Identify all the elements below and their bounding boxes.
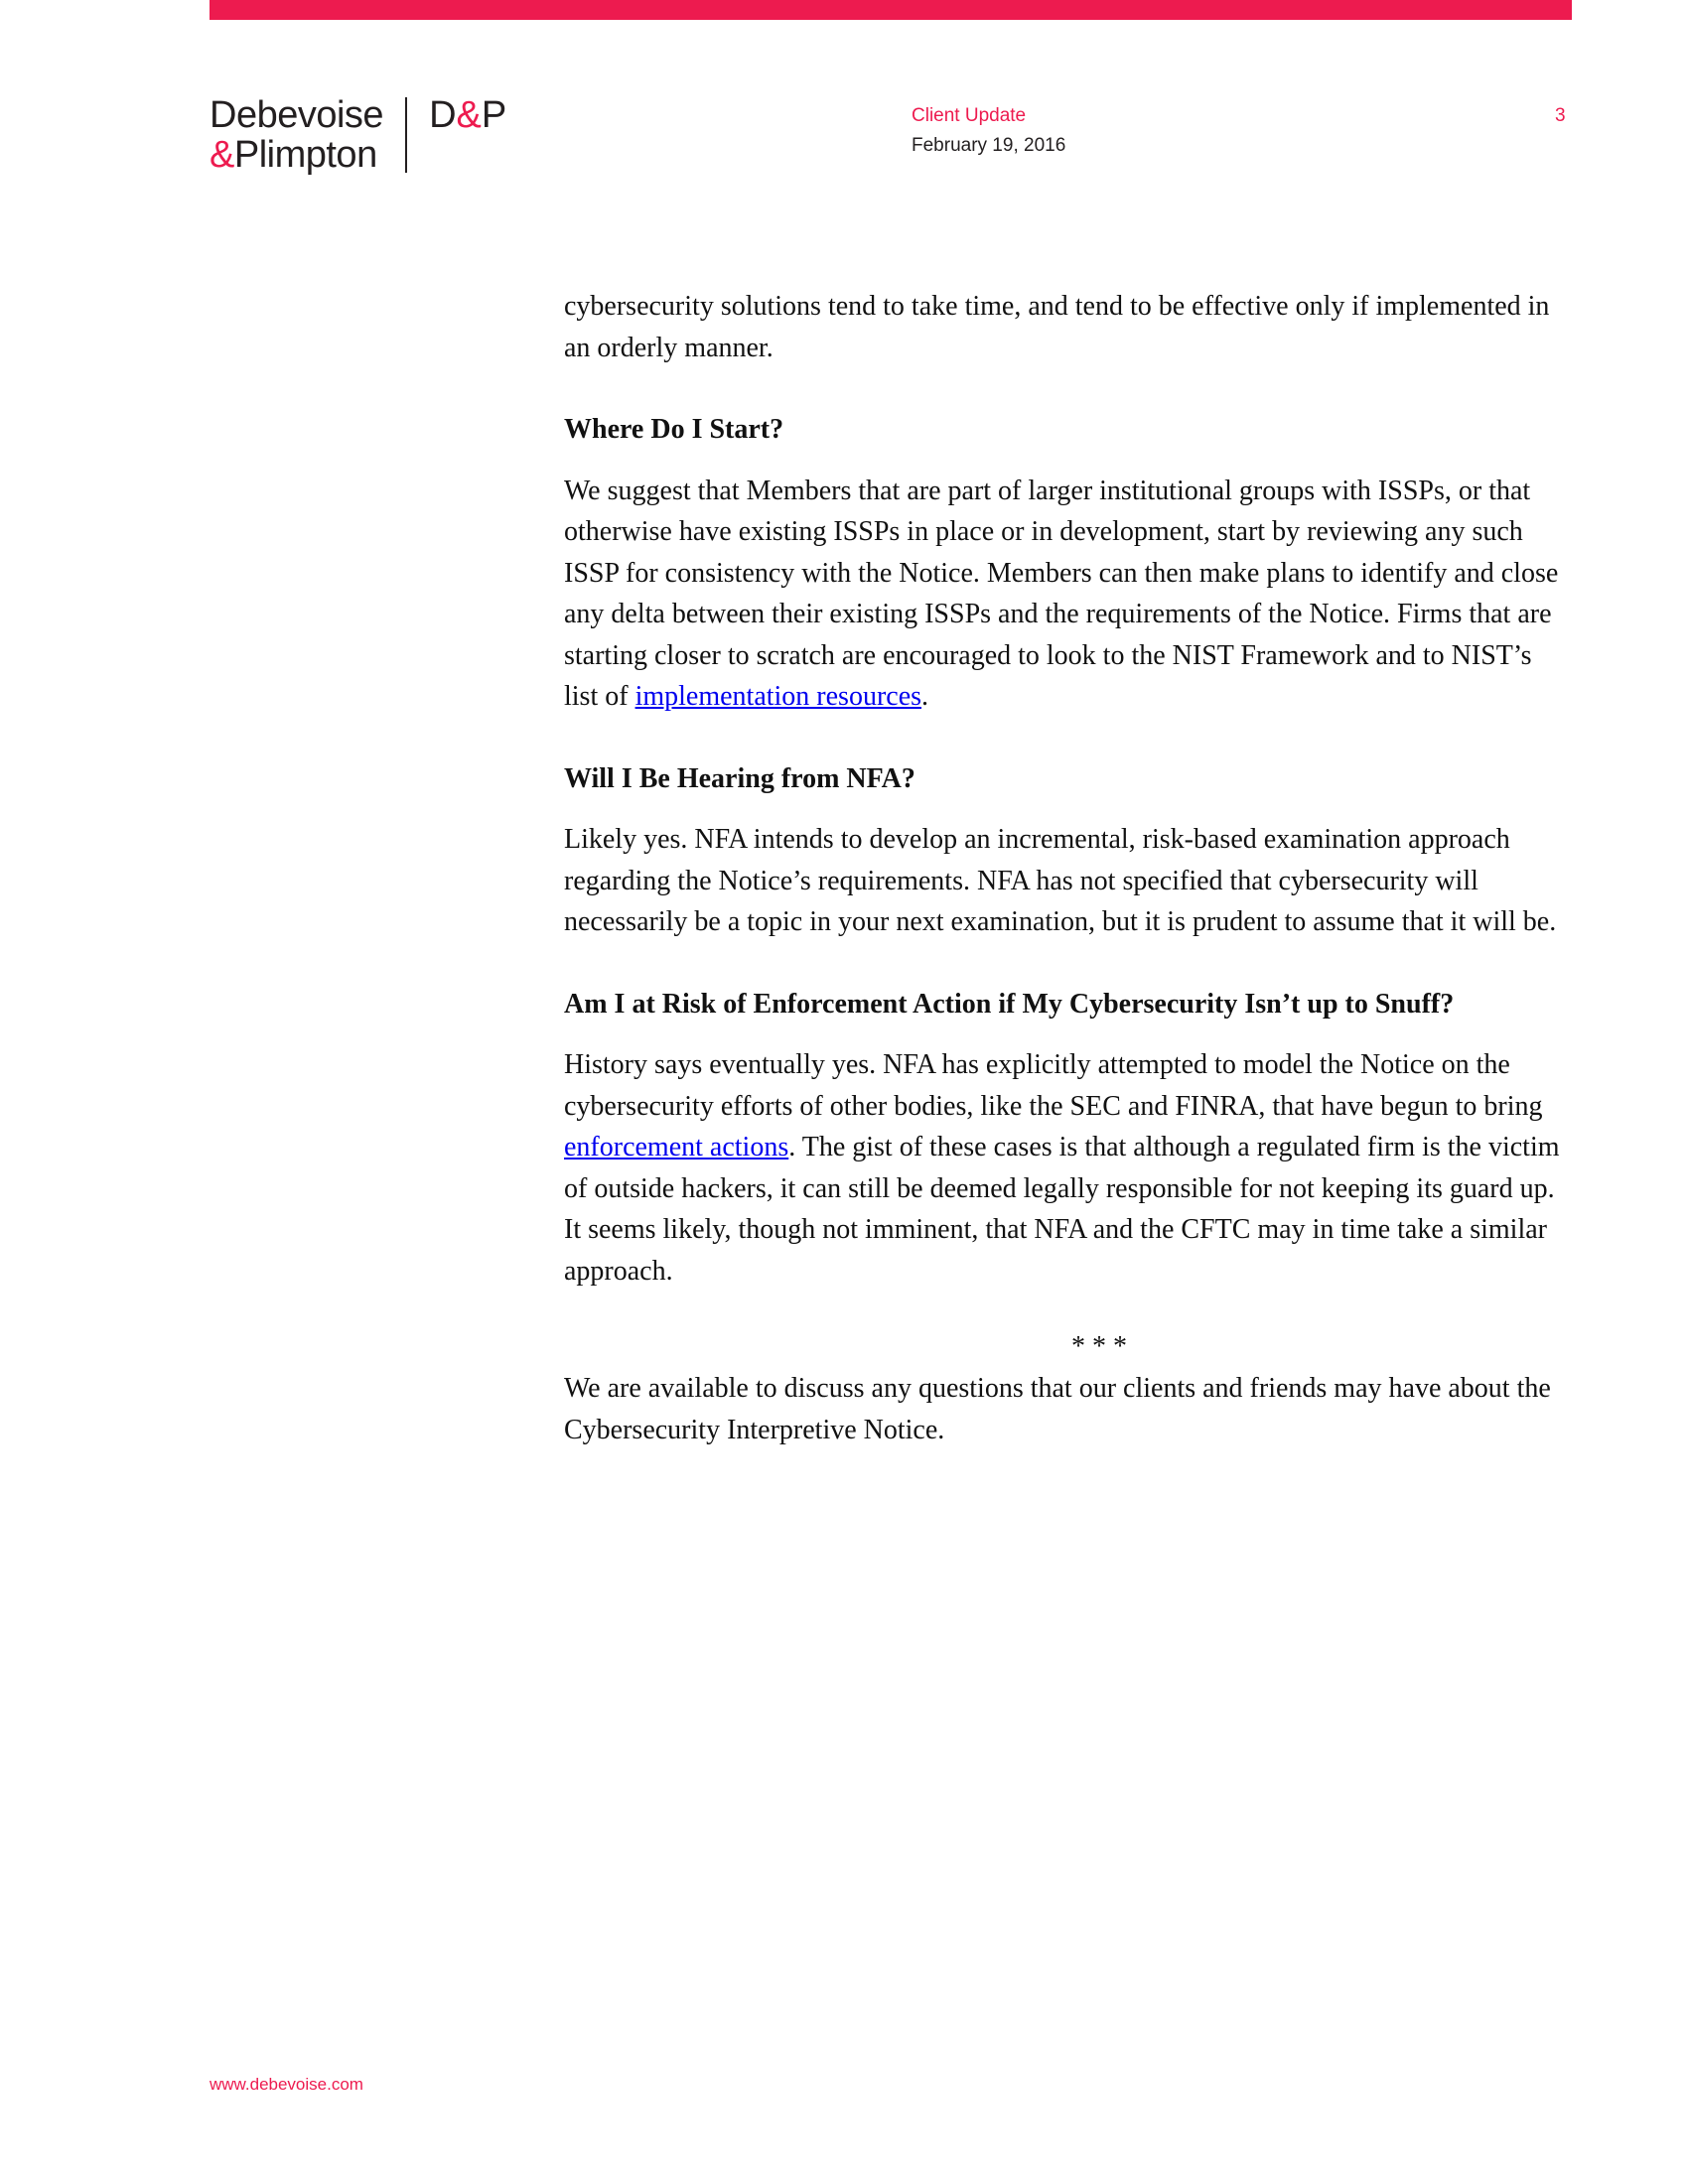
section-paragraph bbox=[564, 471, 1567, 718]
paragraph-text: . bbox=[921, 681, 929, 712]
logo-line-1: Debevoise bbox=[210, 94, 384, 136]
section-paragraph bbox=[564, 1044, 1567, 1292]
intro-paragraph: cybersecurity solutions tend to take time, and tend to be effective only if implemented in an orderly manner. bbox=[564, 291, 1550, 363]
logo-line-2 bbox=[210, 135, 383, 175]
section-paragraph: Likely yes. NFA intends to develop an incremental, risk-based examination approach regarding the Notice’s requirements. NFA has not specified that cybersecurity will necessarily be a topic in your next examination, but it is prudent to assume that it will be. bbox=[564, 824, 1557, 937]
document-body bbox=[564, 286, 1567, 1450]
implementation-resources-link[interactable]: implementation resources bbox=[634, 681, 922, 712]
header-meta bbox=[912, 101, 1065, 161]
logo-mark-p: P bbox=[481, 94, 507, 136]
section-heading: Will I Be Hearing from NFA? bbox=[564, 762, 915, 794]
section-separator: * * * bbox=[1071, 1331, 1127, 1362]
paragraph-text: . The gist of these cases is that although a regulated firm is the victim of outside hackers, it can still be deemed legally responsible for not keeping its guard up. It seems likely, though not imminent, that NFA and the CFTC may in time take a similar approach. bbox=[564, 1132, 1560, 1287]
footer-website[interactable]: www.debevoise.com bbox=[210, 2075, 363, 2094]
logo-wordmark bbox=[210, 95, 383, 175]
firm-logo bbox=[210, 95, 506, 175]
section-heading: Where Do I Start? bbox=[564, 414, 784, 445]
logo-divider bbox=[405, 97, 407, 173]
paragraph-text: We suggest that Members that are part of larger institutional groups with ISSPs, or that otherwise have existing ISSPs in place or in development, start by reviewing any such ISSP for consistency with the Notice. Members can then make plans to identify and close any delta between their existing ISSPs and the requirements of the Notice. Firms that are starting closer to scratch are encouraged to look to the NIST Framework and to NIST’s list of bbox=[564, 475, 1559, 712]
logo-line-2-rest: Plimpton bbox=[233, 134, 377, 176]
doc-date: February 19, 2016 bbox=[912, 135, 1066, 156]
logo-line-2-amp: & bbox=[210, 134, 234, 176]
top-accent-bar bbox=[210, 0, 1572, 20]
page-number: 3 bbox=[1555, 105, 1566, 126]
logo-mark-d: D bbox=[429, 94, 457, 136]
paragraph-text: History says eventually yes. NFA has explicitly attempted to model the Notice on the cybersecurity efforts of other bodies, like the SEC and FINRA, that have begun to bring bbox=[564, 1049, 1543, 1122]
closing-paragraph: We are available to discuss any questions that our clients and friends may have about the Cybersecurity Interpretive Notice. bbox=[564, 1373, 1551, 1445]
enforcement-actions-link[interactable]: enforcement actions bbox=[564, 1132, 789, 1162]
logo-monogram bbox=[429, 95, 506, 135]
doc-type-label: Client Update bbox=[912, 105, 1027, 126]
section-heading: Am I at Risk of Enforcement Action if My Cybersecurity Isn’t up to Snuff? bbox=[564, 988, 1455, 1020]
logo-mark-amp: & bbox=[456, 94, 482, 136]
